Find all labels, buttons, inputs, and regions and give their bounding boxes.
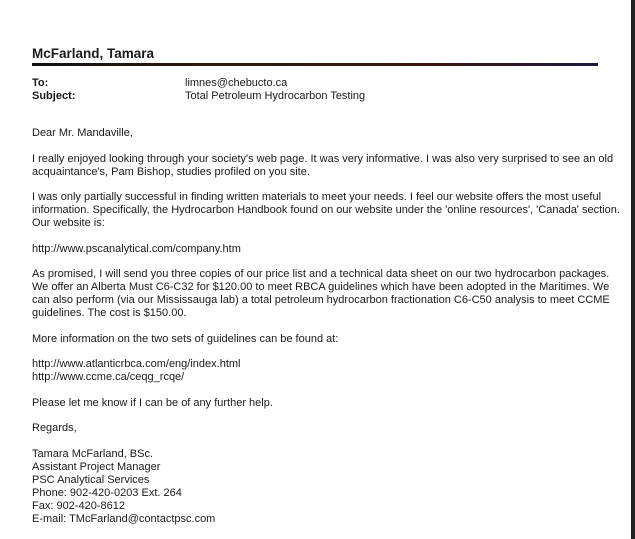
to-value[interactable]: limnes@chebucto.ca <box>185 77 288 89</box>
signature-email[interactable]: E-mail: TMcFarland@contactpsc.com <box>32 512 216 525</box>
signature <box>32 448 632 526</box>
atlantic-rbca-url[interactable]: http://www.atlanticrbca.com/eng/index.html <box>32 358 241 370</box>
text-line: can also perform (via our Mississauga lab) a total petroleum hydrocarbon fractionation C6-C50 analysis to meet CCME <box>32 294 610 306</box>
text-line: acquaintance's, Pam Bishop, studies profiled on you site. <box>32 165 310 178</box>
paragraph-2 <box>32 191 632 230</box>
ccme-url[interactable]: http://www.ccme.ca/ceqg_rcqe/ <box>32 371 185 383</box>
guideline-links <box>32 358 632 384</box>
signature-title: Assistant Project Manager <box>32 460 161 473</box>
text-line: Our website is: <box>32 217 105 229</box>
signature-name: Tamara McFarland, BSc. <box>32 447 154 460</box>
signature-fax: Fax: 902-420-8612 <box>32 499 125 512</box>
text-line: information. Specifically, the Hydrocarbon Handbook found on our website under the 'online resources', 'Canada' section. <box>32 204 620 216</box>
to-label: To: <box>32 77 49 89</box>
closing: Regards, <box>32 422 77 434</box>
signature-company: PSC Analytical Services <box>32 473 150 486</box>
header-divider <box>32 63 598 66</box>
paragraph-3 <box>32 268 632 320</box>
sender-name: McFarland, Tamara <box>32 46 155 61</box>
subject-label: Subject: <box>32 90 76 102</box>
paragraph-4: More information on the two sets of guidelines can be found at: <box>32 332 339 345</box>
signature-phone: Phone: 902-420-0203 Ext. 264 <box>32 486 182 499</box>
text-line: I was only partially successful in finding written materials to meet your needs. I feel our website offers the most useful <box>32 191 602 203</box>
email-body <box>32 127 632 538</box>
text-line: As promised, I will send you three copies of our price list and a technical data sheet on our two hydrocarbon packages. <box>32 268 610 280</box>
company-url[interactable]: http://www.pscanalytical.com/company.htm <box>32 242 241 255</box>
text-line: I really enjoyed looking through your society's web page. It was very informative. I was also very surprised to see an old <box>32 152 614 165</box>
text-line: We offer an Alberta Must C6-C32 for $120.00 to meet RBCA guidelines which have been adopted in the Maritimes. We <box>32 281 610 293</box>
subject-value: Total Petroleum Hydrocarbon Testing <box>185 90 366 102</box>
paragraph-1 <box>32 153 632 179</box>
greeting: Dear Mr. Mandaville, <box>32 127 133 139</box>
text-line: guidelines. The cost is $150.00. <box>32 307 187 319</box>
paragraph-5: Please let me know if I can be of any further help. <box>32 396 273 409</box>
